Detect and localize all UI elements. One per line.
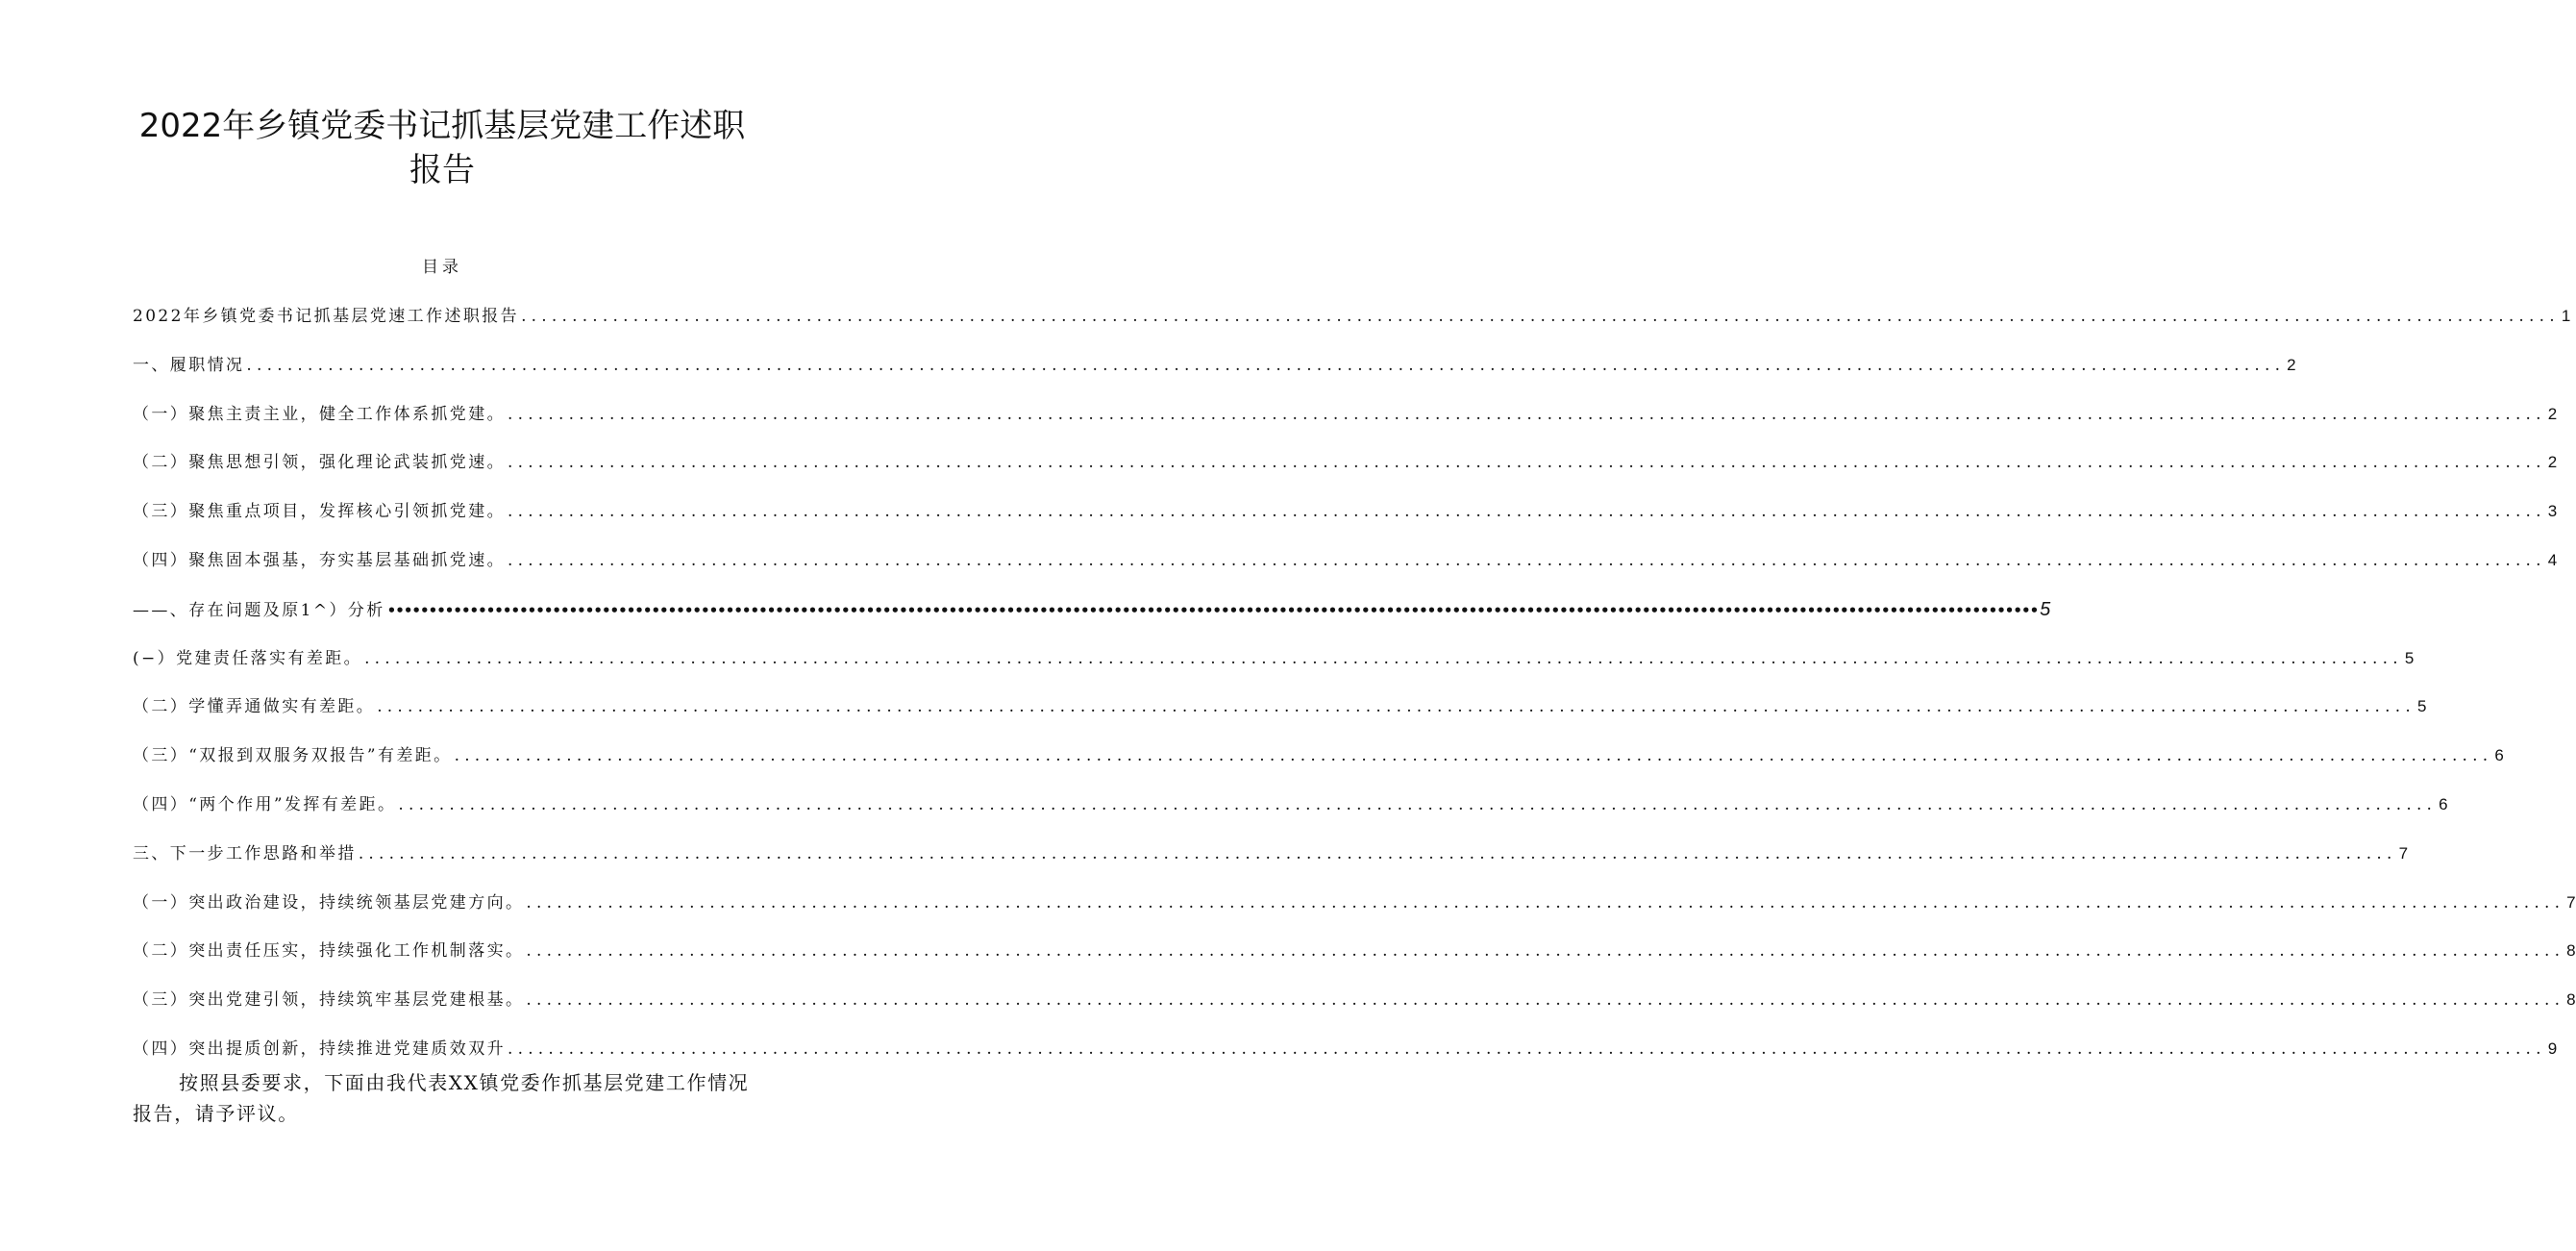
toc-entry[interactable]: [133, 694, 2427, 743]
toc-entry[interactable]: [133, 353, 2296, 402]
toc-entry-text: 2022年乡镇党委书记抓基层党速工作述职报告: [133, 307, 520, 326]
toc-page-number: 8: [2566, 941, 2576, 961]
toc-page-number: 5: [2040, 598, 2051, 620]
toc-leader-dots: ........................................................................................................................................................................................................: [246, 355, 2286, 375]
toc-page-number: 9: [2547, 1038, 2558, 1058]
toc-entry-text: （三）聚焦重点项目，发挥核心引领抓党建。: [133, 502, 506, 522]
toc-leader-dots: ........................................................................................................................................................................................................: [364, 648, 2403, 668]
toc-page-number: 4: [2547, 550, 2558, 569]
toc-page-number: 3: [2547, 502, 2558, 521]
toc-entry[interactable]: [133, 402, 2558, 451]
toc-entry-text: （三）“双报到双服务双报告”有差距。: [133, 746, 453, 766]
toc-page-number: 6: [2494, 746, 2504, 765]
toc-entry[interactable]: [133, 988, 2576, 1037]
toc-entry-text: （一）聚焦主责主业，健全工作体系抓党建。: [133, 404, 506, 424]
toc-entry[interactable]: [133, 792, 2448, 841]
toc-entry[interactable]: [133, 890, 2576, 939]
toc-entry-text: （四）聚焦固本强基，夯实基层基础抓党速。: [133, 550, 506, 570]
toc-entry-text: （二）突出责任压实，持续强化工作机制落实。: [133, 941, 525, 962]
toc-entry-text: （二）学懂弄通做实有差距。: [133, 697, 376, 717]
toc-leader-dots: ........................................................................................................................................................................................................: [508, 1038, 2546, 1059]
toc-heading: 目录: [422, 258, 462, 277]
toc-entry[interactable]: [133, 938, 2576, 988]
toc-leader-dots: ........................................................................................................................................................................................................: [508, 550, 2546, 570]
toc-leader-dots: ........................................................................................................................................................................................................: [377, 697, 2415, 717]
toc-entry[interactable]: [133, 450, 2558, 499]
document-title: [96, 104, 788, 192]
toc-entry[interactable]: [133, 743, 2504, 792]
toc-entry-text: （一）突出政治建设，持续统领基层党建方向。: [133, 892, 525, 913]
toc-leader-dots: ........................................................................................................................................................................................................: [508, 502, 2546, 522]
toc-entry-text: （三）突出党建引领，持续筑牢基层党建根基。: [133, 990, 525, 1011]
toc-entry-text: 三、下一步工作思路和举措: [133, 843, 357, 863]
toc-leader-dots: ........................................................................................................................................................................................................: [508, 404, 2546, 424]
toc-page-number: 6: [2439, 794, 2448, 813]
intro-paragraph: 按照县委要求，下面由我代表XX镇党委作抓基层党建工作情况报告，请予评议。: [133, 1071, 750, 1125]
document-title-line1: 2022年乡镇党委书记抓基层党建工作述职: [138, 107, 746, 145]
toc-leader-dots: ........................................................................................................................................................................................................: [454, 746, 2493, 766]
toc-page-number: 7: [2398, 843, 2409, 863]
toc-entry[interactable]: [133, 499, 2558, 548]
toc-leader-dots: ........................................................................................................................................................................................................: [526, 941, 2565, 962]
toc-page-number: 5: [2416, 697, 2427, 716]
toc-entry[interactable]: [133, 646, 2415, 695]
toc-page-number: 8: [2566, 990, 2576, 1010]
toc-leader-dots: ........................................................................................................................................................................................................: [358, 843, 2397, 863]
toc-entry-text: ——、存在问题及原1^）分析: [133, 600, 385, 620]
table-of-contents: [133, 304, 2576, 1086]
toc-page-number: 7: [2566, 892, 2576, 912]
toc-leader-dots: ........................................................................................................................................................................................................: [508, 453, 2546, 473]
toc-entry-text: （四）突出提质创新，持续推进党建质效双升: [133, 1038, 506, 1059]
toc-entry-text: (−）党建责任落实有差距。: [133, 648, 363, 668]
toc-page-number: 2: [2547, 453, 2558, 472]
toc-page-number: 5: [2404, 648, 2415, 667]
toc-entry-text: （四）“两个作用”发挥有差距。: [133, 794, 397, 814]
toc-leader-dots: ........................................................................................................................................................................................................: [521, 307, 2560, 326]
toc-entry-text: （二）聚焦思想引领，强化理论武装抓党速。: [133, 453, 506, 473]
toc-leader-dots: ••••••••••••••••••••••••••••••••••••••••••••••••••••••••••••••••••••••••••••••••••••••••••••••••••••••••••••••••••••••••••••••••••••••••••••••••••••••••••••••••••••••••••••••••••••••••••••••••••••••••: [386, 601, 2039, 619]
toc-page-number: 2: [2287, 355, 2296, 374]
toc-entry[interactable]: [133, 548, 2558, 597]
toc-leader-dots: ........................................................................................................................................................................................................: [526, 990, 2565, 1011]
toc-entry[interactable]: [133, 841, 2409, 890]
toc-page-number: 2: [2547, 404, 2558, 423]
toc-page-number: 1: [2561, 307, 2571, 325]
toc-leader-dots: ........................................................................................................................................................................................................: [398, 794, 2438, 814]
toc-entry[interactable]: [133, 304, 2571, 353]
document-title-line2: 报告: [409, 151, 475, 189]
toc-leader-dots: ........................................................................................................................................................................................................: [526, 892, 2565, 913]
toc-entry[interactable]: [133, 597, 2051, 646]
toc-entry-text: 一、履职情况: [133, 355, 245, 375]
